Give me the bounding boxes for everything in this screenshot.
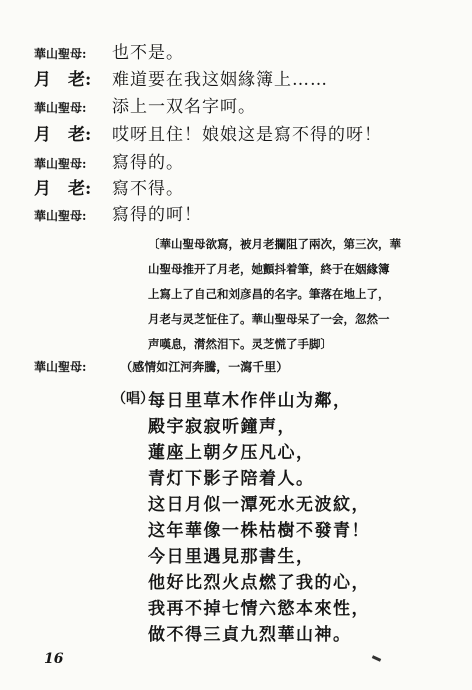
song-cue-line: [34, 358, 288, 375]
dialogue-text: 寫不得。: [112, 179, 184, 199]
dialogue-text: 哎呀且住！娘娘这是寫不得的呀！: [112, 125, 382, 145]
dialogue-line: [34, 200, 202, 225]
speaker-name: 華山聖母:: [34, 101, 87, 115]
verse-line: 他好比烈火点燃了我的心，: [148, 573, 370, 593]
stage-direction-line: 声嘆息，潸然泪下。灵芝慌了手脚〕: [148, 337, 332, 351]
verse-line: 今日里遇見那書生，: [148, 547, 315, 567]
verse-line: 青灯下影子陪着人。: [148, 469, 315, 489]
stage-direction-line: 上寫上了自己和刘彦昌的名字。筆落在地上了，: [148, 287, 390, 301]
emotion-cue: （感情如江河奔騰，一瀉千里）: [120, 360, 289, 374]
verse-line: 做不得三貞九烈華山神。: [148, 625, 352, 645]
verse-line: 这年華像一株枯樹不發青！: [148, 521, 370, 541]
verse-line: 这日月似一潭死水无波紋，: [148, 495, 370, 515]
dialogue-line: [34, 92, 256, 117]
verse-line: 蓮座上朝夕压凡心，: [148, 443, 315, 463]
dialogue-text: 难道要在我这姻緣簿上……: [112, 70, 328, 90]
speaker-name: 華山聖母:: [34, 360, 87, 374]
speaker-name: 月 老:: [34, 125, 92, 145]
stage-direction-line: 〔華山聖母欲寫，被月老攔阻了兩次，第三次，華: [148, 237, 401, 251]
stage-direction-line: 山聖母推开了月老，她顫抖着筆，終于在姻緣簿: [148, 262, 390, 276]
dialogue-line: [34, 148, 184, 173]
sing-tag: （唱）: [112, 391, 154, 407]
dialogue-line: [34, 120, 382, 145]
verse-line: 每日里草木作伴山为鄰，: [148, 391, 352, 411]
stage-direction-line: 月老与灵芝怔住了。華山聖母呆了一会，忽然一: [148, 312, 390, 326]
dialogue-text: 添上一双名字呵。: [112, 97, 256, 117]
dialogue-text: 寫得的呵！: [112, 205, 202, 225]
ink-mark: [372, 655, 381, 662]
stage-direction: [148, 232, 448, 357]
dialogue-text: 寫得的。: [112, 153, 184, 173]
speaker-name: 華山聖母:: [34, 157, 87, 171]
speaker-name: 月 老:: [34, 179, 92, 199]
verse-line: 我再不掉七情六慾本來性，: [148, 599, 370, 619]
speaker-name: 月 老:: [34, 70, 92, 90]
speaker-name: 華山聖母:: [34, 47, 87, 61]
dialogue-line: [34, 65, 328, 90]
page-number: 16: [44, 651, 64, 667]
dialogue-line: [34, 38, 184, 63]
dialogue-text: 也不是。: [112, 43, 184, 63]
verse-line: 殿宇寂寂听鐘声，: [148, 417, 296, 437]
speaker-name: 華山聖母:: [34, 209, 87, 223]
dialogue-line: [34, 174, 184, 199]
